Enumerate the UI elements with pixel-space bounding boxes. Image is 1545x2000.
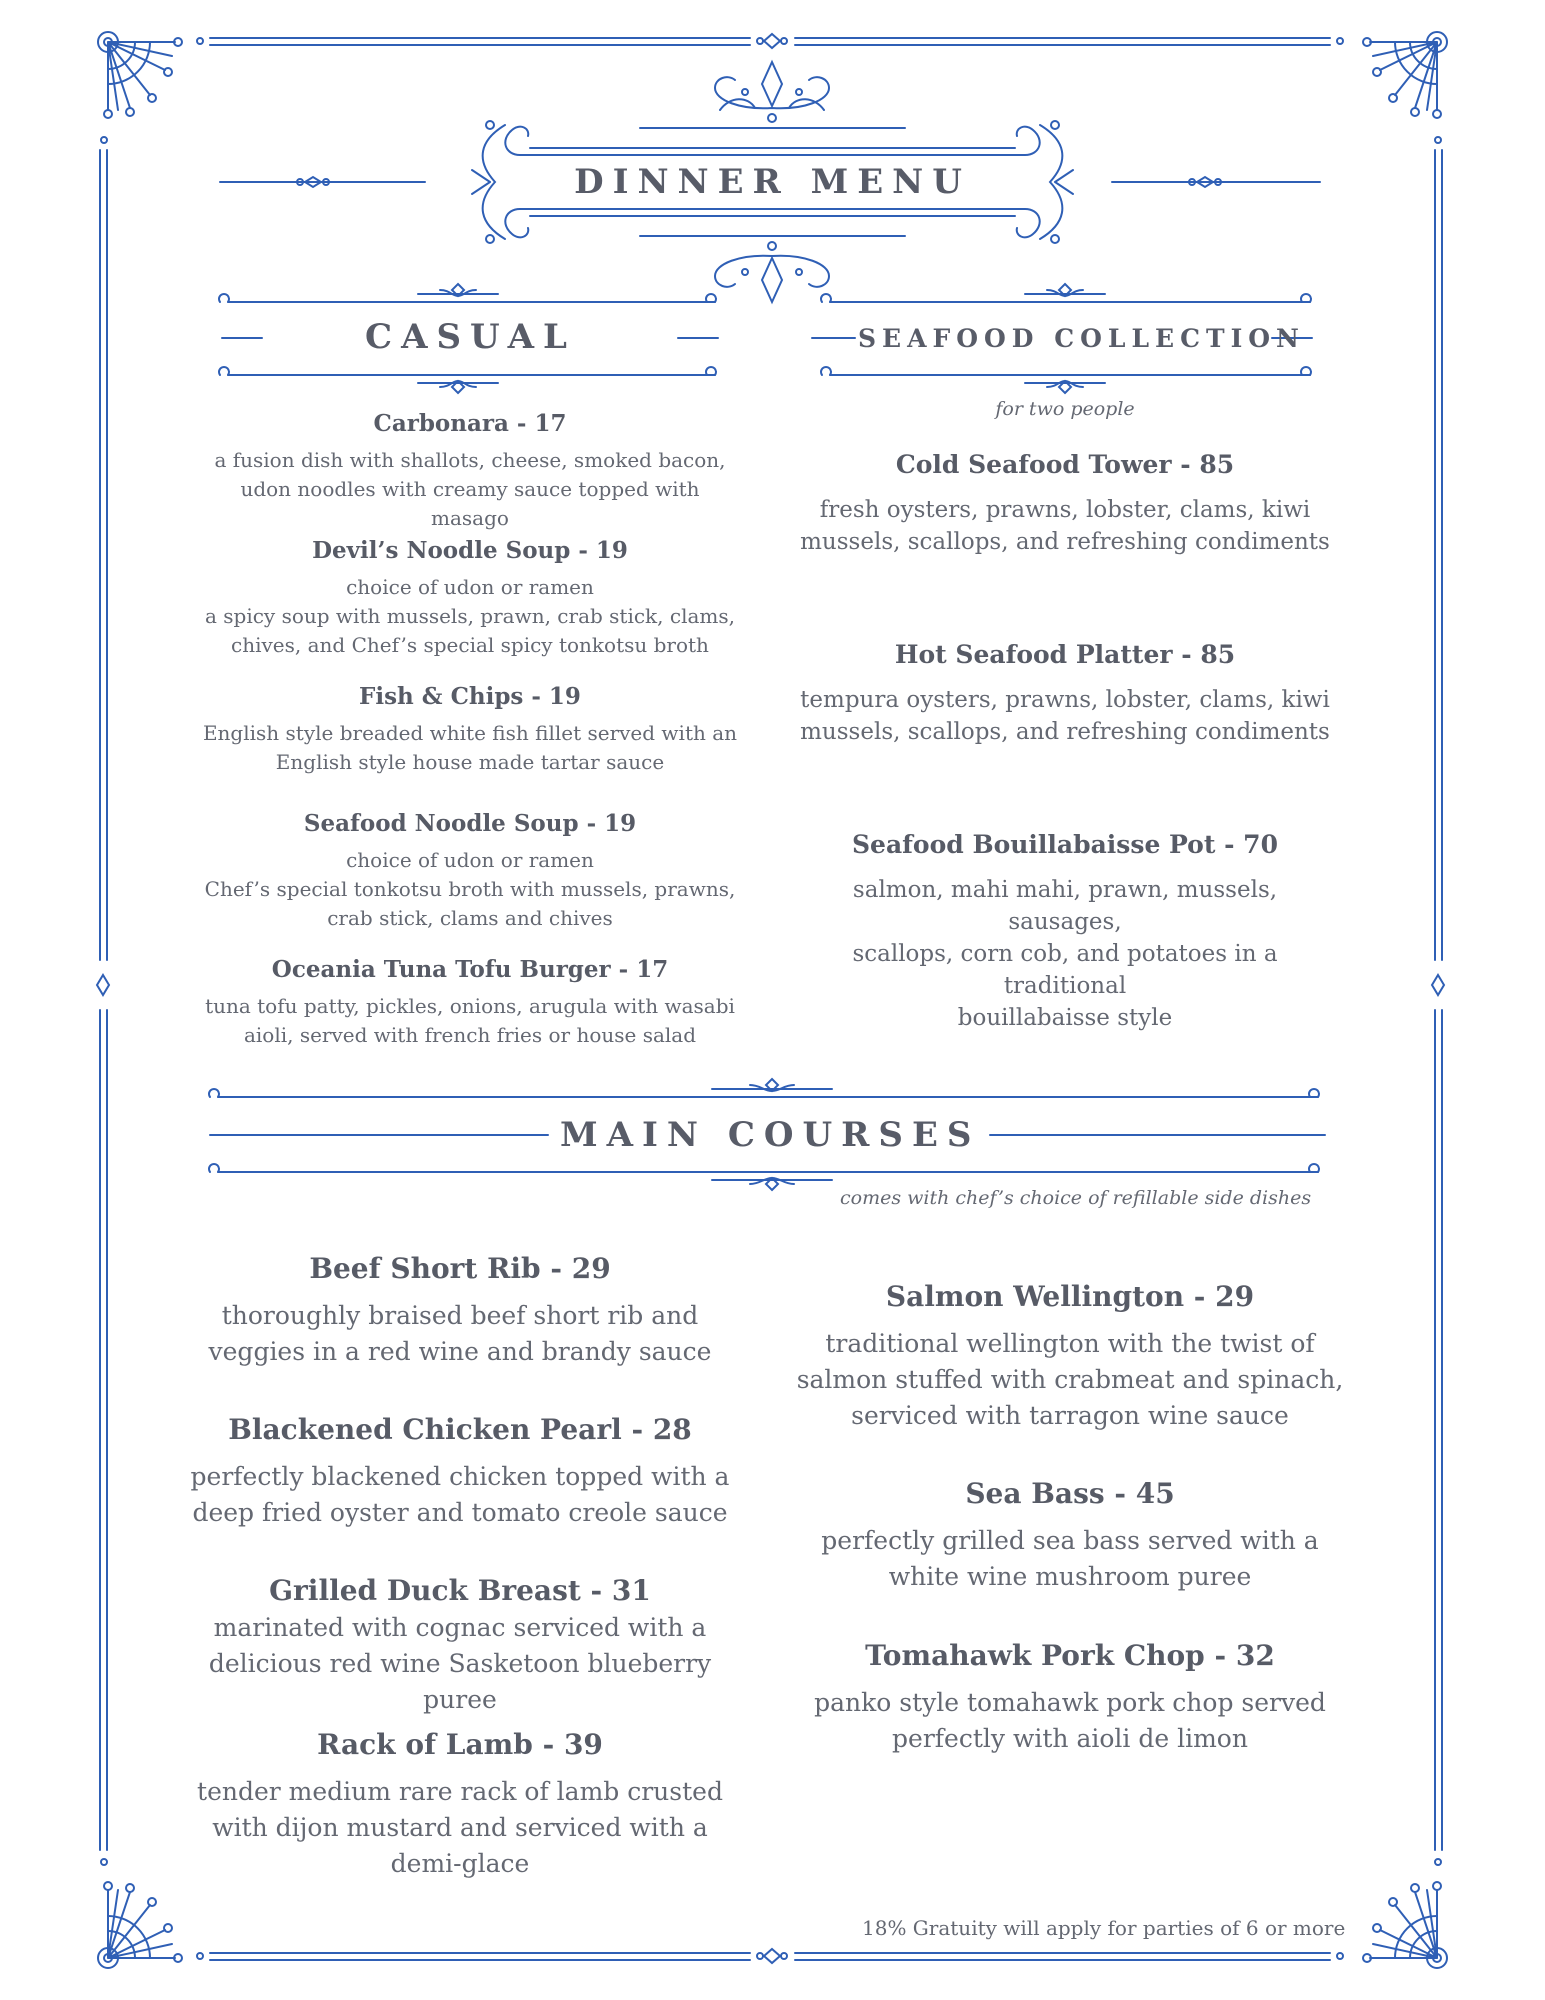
main-item (180, 1728, 740, 1882)
corner-ornament-bottom-right (1363, 1882, 1447, 1968)
item-description: panko style tomahawk pork chop served perfectly with aioli de limon (814, 1688, 1326, 1753)
frame-right-line (1435, 150, 1442, 1850)
main-courses-subtitle: comes with chef’s choice of refillable side dishes (840, 1187, 1312, 1209)
casual-item (200, 537, 740, 660)
item-name: Rack of Lamb - 39 (317, 1728, 603, 1761)
menu-title: DINNER MENU (574, 162, 971, 202)
item-name: Grilled Duck Breast - 31 (269, 1574, 651, 1607)
main-item (180, 1252, 740, 1370)
frame-bottom-line (210, 1953, 1330, 1960)
item-name: Fish & Chips - 19 (359, 683, 581, 710)
item-description: perfectly blackened chicken topped with a deep fried oyster and tomato creole sauce (190, 1462, 730, 1527)
item-description: tuna tofu patty, pickles, onions, arugula with wasabi aioli, served with french fries or house salad (205, 994, 735, 1047)
item-description: perfectly grilled sea bass served with a white wine mushroom puree (821, 1526, 1319, 1591)
item-name: Tomahawk Pork Chop - 32 (865, 1639, 1275, 1672)
item-name: Cold Seafood Tower - 85 (895, 450, 1235, 479)
item-description: English style breaded white fish fillet served with an English style house made tartar sauce (202, 721, 738, 774)
item-name: Seafood Noodle Soup - 19 (303, 810, 637, 837)
main-item (180, 1413, 740, 1531)
main-item (790, 1280, 1350, 1434)
item-description: traditional wellington with the twist of salmon stuffed with crabmeat and spinach, serviced with tarragon wine sauce (796, 1329, 1344, 1430)
seafood-item (800, 830, 1330, 1034)
item-name: Carbonara - 17 (373, 410, 567, 437)
item-name: Hot Seafood Platter - 85 (894, 640, 1236, 669)
item-description: thoroughly braised beef short rib and veggies in a red wine and brandy sauce (208, 1301, 712, 1366)
item-description: salmon, mahi mahi, prawn, mussels, sausages, scallops, corn cob, and potatoes in a traditional bouillabaisse style (852, 877, 1278, 1031)
casual-item (200, 683, 740, 777)
item-description: choice of udon or ramen a spicy soup with mussels, prawn, crab stick, clams, chives, and Chef’s special spicy tonkotsu broth (204, 575, 735, 657)
seafood-subtitle: for two people (995, 398, 1135, 420)
seafood-item (800, 640, 1330, 748)
item-name: Salmon Wellington - 29 (885, 1280, 1255, 1313)
casual-item (200, 956, 740, 1050)
main-item (790, 1639, 1350, 1757)
item-description: tender medium rare rack of lamb crusted with dijon mustard and serviced with a demi-glace (197, 1777, 723, 1878)
item-name: Sea Bass - 45 (965, 1477, 1175, 1510)
item-description: marinated with cognac serviced with a delicious red wine Sasketoon blueberry puree (208, 1613, 712, 1714)
item-name: Oceania Tuna Tofu Burger - 17 (271, 956, 669, 983)
seafood-heading: SEAFOOD COLLECTION (858, 324, 1305, 353)
item-name: Blackened Chicken Pearl - 28 (228, 1413, 692, 1446)
item-description: tempura oysters, prawns, lobster, clams, kiwi mussels, scallops, and refreshing condiments (800, 687, 1330, 745)
gratuity-note: 18% Gratuity will apply for parties of 6 or more (862, 1916, 1346, 1940)
corner-ornament-bottom-left (98, 1882, 182, 1968)
main-item (790, 1477, 1350, 1595)
item-description: a fusion dish with shallots, cheese, smoked bacon, udon noodles with creamy sauce topped with masago (214, 448, 726, 530)
item-description: fresh oysters, prawns, lobster, clams, kiwi mussels, scallops, and refreshing condiments (800, 497, 1330, 555)
frame-left-line (100, 150, 107, 1850)
item-name: Devil’s Noodle Soup - 19 (312, 537, 628, 564)
item-name: Seafood Bouillabaisse Pot - 70 (852, 830, 1278, 859)
main-courses-heading: MAIN COURSES (560, 1115, 981, 1155)
casual-item (200, 410, 740, 533)
corner-ornament-top-left (98, 32, 182, 118)
corner-ornament-top-right (1363, 32, 1447, 118)
item-name: Beef Short Rib - 29 (309, 1252, 611, 1285)
seafood-item (800, 450, 1330, 558)
frame-top-line (210, 38, 1330, 45)
casual-heading: CASUAL (365, 317, 576, 357)
item-description: choice of udon or ramen Chef’s special tonkotsu broth with mussels, prawns, crab stick, clams and chives (204, 848, 736, 930)
main-item (180, 1574, 740, 1718)
casual-item (200, 810, 740, 933)
